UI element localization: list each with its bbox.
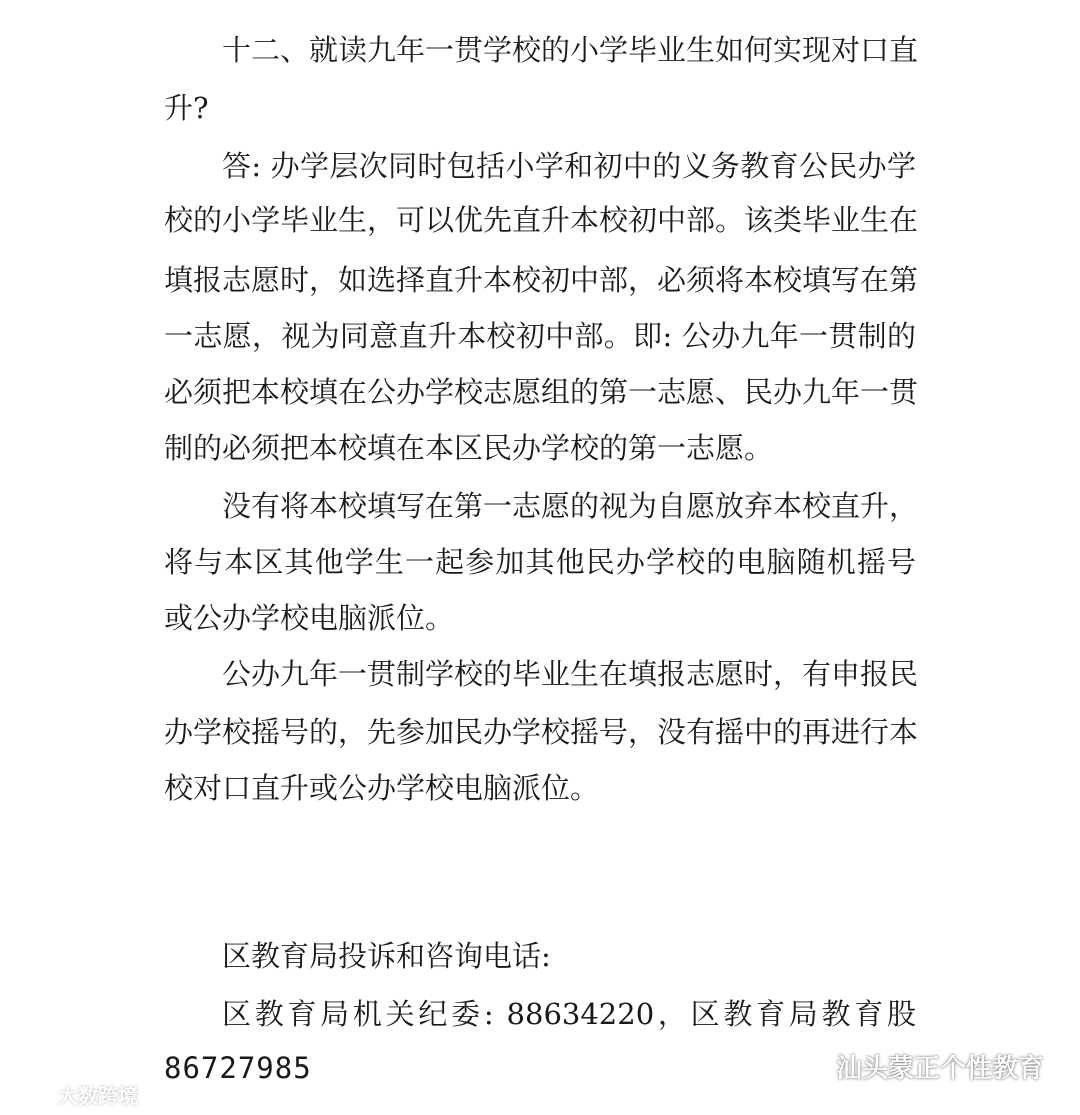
question-line-1: 十二、就读九年一贯学校的小学毕业生如何实现对口直 [222, 33, 919, 67]
watermark-left [6, 1080, 138, 1109]
watermark-left-text: 大数跨境 [58, 1084, 138, 1108]
wechat-icon [790, 1051, 828, 1083]
paragraph2-line-1: 没有将本校填写在第一志愿的视为自愿放弃本校直升， [222, 489, 919, 523]
watermark-right [790, 1048, 1044, 1085]
answer-line-6: 制的必须把本校填在本区民办学校的第一志愿。 [164, 431, 774, 465]
paragraph2-line-2: 将与本区其他学生一起参加其他民办学校的电脑随机摇号 [164, 545, 916, 579]
answer-line-3: 填报志愿时，如选择直升本校初中部，必须将本校填写在第 [164, 263, 919, 297]
paragraph3-line-1: 公办九年一贯制学校的毕业生在填报志愿时，有申报民 [222, 657, 919, 691]
paragraph3-line-3: 校对口直升或公办学校电脑派位。 [164, 771, 600, 805]
watermark-right-text: 汕头蒙正个性教育 [835, 1054, 1044, 1084]
contact-heading: 区教育局投诉和咨询电话: [222, 939, 551, 973]
paragraph3-line-2: 办学校摇号的，先参加民办学校摇号，没有摇中的再进行本 [164, 715, 919, 749]
contact-phone-number: 86727985 [164, 1051, 312, 1085]
contact-line-1: 区教育局机关纪委: 88634220，区教育局教育股 [222, 997, 916, 1031]
answer-line-4: 一志愿，视为同意直升本校初中部。即: 公办九年一贯制的 [164, 319, 916, 353]
paragraph2-line-3: 或公办学校电脑派位。 [164, 601, 455, 635]
answer-line-1: 答: 办学层次同时包括小学和初中的义务教育公民办学 [222, 149, 916, 183]
question-line-2: 升? [164, 91, 209, 125]
answer-line-2: 校的小学毕业生，可以优先直升本校初中部。该类毕业生在 [164, 203, 919, 237]
ifeng-logo-icon [6, 1084, 52, 1106]
answer-line-5: 必须把本校填在公办学校志愿组的第一志愿、民办九年一贯 [164, 375, 919, 409]
